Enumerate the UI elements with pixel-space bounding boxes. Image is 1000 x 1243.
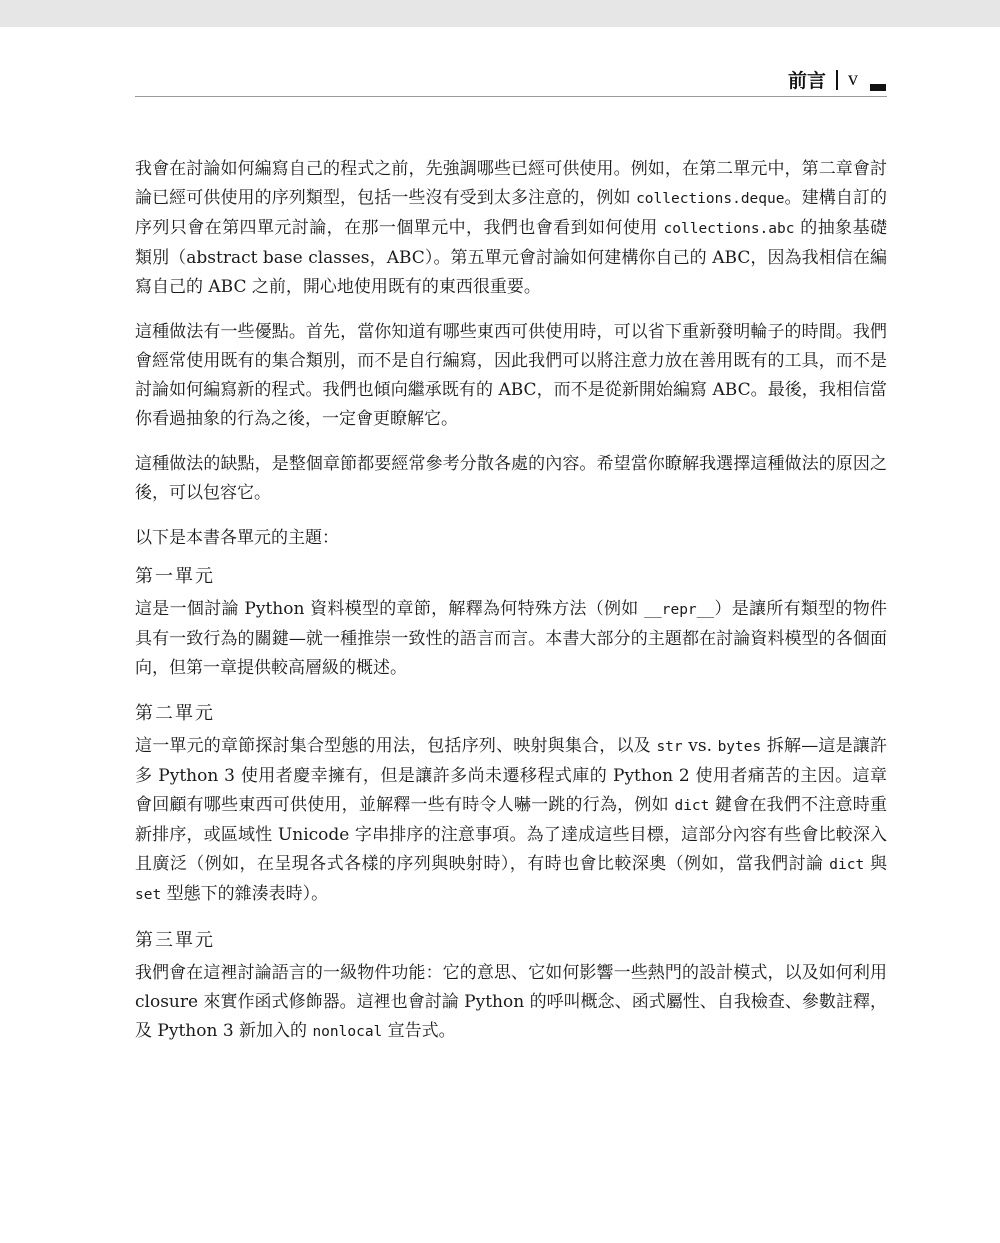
inline-code: __repr__ <box>644 602 715 618</box>
paragraph-3: 這種做法的缺點，是整個章節都要經常參考分散各處的內容。希望當你瞭解我選擇這種做法的原因之後，可以包容它。 <box>135 454 887 503</box>
text: vs. <box>682 736 718 756</box>
inline-code: dict <box>829 857 865 873</box>
text: 的抽象基礎類別（abstract base classes，ABC）。第五單元會討論如何建構你自己的 ABC，因為我相信在編寫自己的 ABC 之前，開心地使用既有的東西很重要。 <box>135 218 888 297</box>
paragraph-2: 這種做法有一些優點。首先，當你知道有哪些東西可供使用時，可以省下重新發明輪子的時間。我們會經常使用既有的集合類別，而不是自行編寫，因此我們可以將注意力放在善用既有的工具，而不是討論如何編寫新的程式。我們也傾向繼承既有的 ABC，而不是從新開始編寫 ABC。最後，我相信當你看過抽象的行為之後，一定會更瞭解它。 <box>135 322 887 429</box>
page-body <box>135 155 887 1063</box>
header-rule <box>135 96 887 97</box>
header-marker <box>870 84 886 91</box>
section-title: 前言 <box>787 70 826 92</box>
text: 鍵會在我們不注意時重新排序，或區域性 Unicode 字串排序的注意事項。為了達成這些目標，這部分內容有些會比較深入且廣泛（例如，在呈現各式各樣的序列與映射時），有時也會比較深奧（例如，當我們討論 <box>135 795 888 874</box>
text: 型態下的雜湊表時）。 <box>161 884 329 904</box>
top-band <box>0 0 1000 27</box>
text: ）是讓所有類型的物件具有一致行為的關鍵—就一種推崇一致性的語言而言。本書大部分的主題都在討論資料模型的各個面向，但第一章提供較高層級的概述。 <box>135 599 888 678</box>
inline-code: bytes <box>717 739 762 755</box>
part-1-title: 第一單元 <box>135 566 215 587</box>
paragraph-1 <box>135 155 887 302</box>
part-2-title: 第二單元 <box>135 703 215 724</box>
text: 我們會在這裡討論語言的一級物件功能：它的意思、它如何影響一些熱門的設計模式，以及如何利用 closure 來實作函式修飾器。這裡也會討論 Python 的呼叫概念、函式屬性、自我檢查、參數註釋，及 Python 3 新加入的 <box>135 963 887 1041</box>
text: 這是一個討論 Python 資料模型的章節，解釋為何特殊方法（例如 <box>135 599 645 619</box>
running-head <box>788 66 886 93</box>
inline-code: str <box>656 739 683 755</box>
paragraph-4: 以下是本書各單元的主題： <box>135 528 339 548</box>
text: 宣告式。 <box>382 1021 456 1041</box>
inline-code: set <box>135 887 162 903</box>
part-1-description <box>135 595 887 683</box>
text: 。建構自訂的序列只會在第四單元討論，在那一個單元中，我們也會看到如何使用 <box>135 188 888 238</box>
text: 與 <box>864 854 887 874</box>
text: 拆解—這是讓許多 Python 3 使用者慶幸擁有，但是讓許多尚未遷移程式庫的 Python 2 使用者痛苦的主因。這章會回顧有哪些東西可供使用，並解釋一些有時令人嚇一跳的行為，例如 <box>135 736 888 815</box>
part-3-title: 第三單元 <box>135 930 215 951</box>
inline-code: dict <box>674 798 710 814</box>
part-2-description <box>135 732 887 910</box>
inline-code: collections.abc <box>663 221 795 237</box>
text: 這一單元的章節探討集合型態的用法，包括序列、映射與集合，以及 <box>135 736 657 756</box>
inline-code: collections.deque <box>636 191 785 207</box>
page-number: v <box>848 68 858 90</box>
header-separator <box>836 70 838 90</box>
text: 我會在討論如何編寫自己的程式之前，先強調哪些已經可供使用。例如，在第二單元中，第二章會討論已經可供使用的序列類型，包括一些沒有受到太多注意的，例如 <box>135 159 887 208</box>
inline-code: nonlocal <box>312 1024 383 1040</box>
part-3-description <box>135 959 887 1047</box>
